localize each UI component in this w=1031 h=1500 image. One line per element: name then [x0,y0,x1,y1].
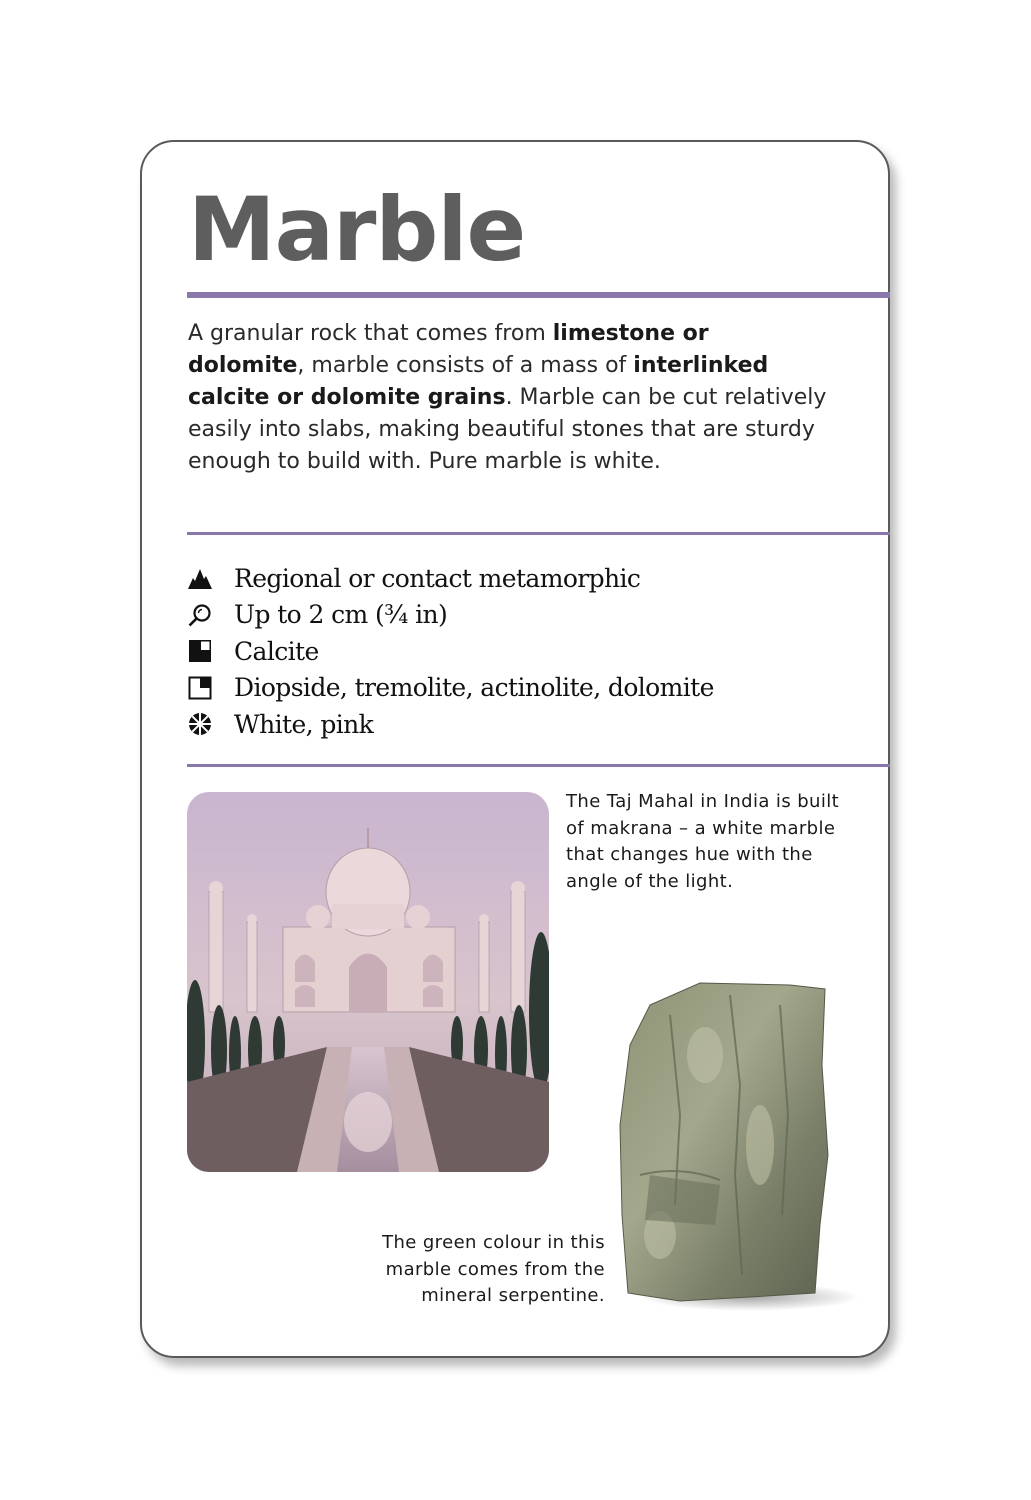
minor-minerals-icon [188,673,218,703]
rock-description [188,318,828,478]
description-text: , marble consists of a mass of [297,353,634,378]
fact-grain-size [188,597,714,634]
facts-divider [187,764,890,767]
facts-list [188,560,714,743]
major-minerals-icon [188,636,218,666]
serpentine-marble-specimen-photo [610,975,860,1315]
description-divider [187,532,890,535]
fact-text: Calcite [234,636,319,666]
description-emphasis: interlinked calcite or dolomite grains [188,353,769,410]
magnifier-icon [188,600,218,630]
fact-text: White, pink [234,709,374,739]
taj-mahal-caption: The Taj Mahal in India is built of makrana – a white marble that changes hue with the angle of the light. [566,791,840,892]
fact-formation [188,560,714,597]
fact-colours [188,706,714,743]
rock-title: Marble [188,178,526,281]
description-text: . Marble can be cut relatively easily into slabs, making beautiful stones that are sturdy enough to build with. Pure marble is white. [188,385,827,474]
fact-text: Diopside, tremolite, actinolite, dolomite [234,673,714,703]
fact-minor-minerals [188,670,714,707]
taj-mahal-photo [187,792,549,1172]
fact-text: Up to 2 cm (¾ in) [234,600,448,630]
colour-wheel-icon [188,709,218,739]
title-divider [187,292,890,298]
specimen-caption: The green colour in this marble comes from the mineral serpentine. [382,1232,605,1306]
mountains-icon [188,563,218,593]
fact-major-minerals [188,633,714,670]
description-emphasis: limestone or dolomite [188,321,709,378]
description-text: A granular rock that comes from [188,321,553,346]
fact-text: Regional or contact metamorphic [234,563,641,593]
